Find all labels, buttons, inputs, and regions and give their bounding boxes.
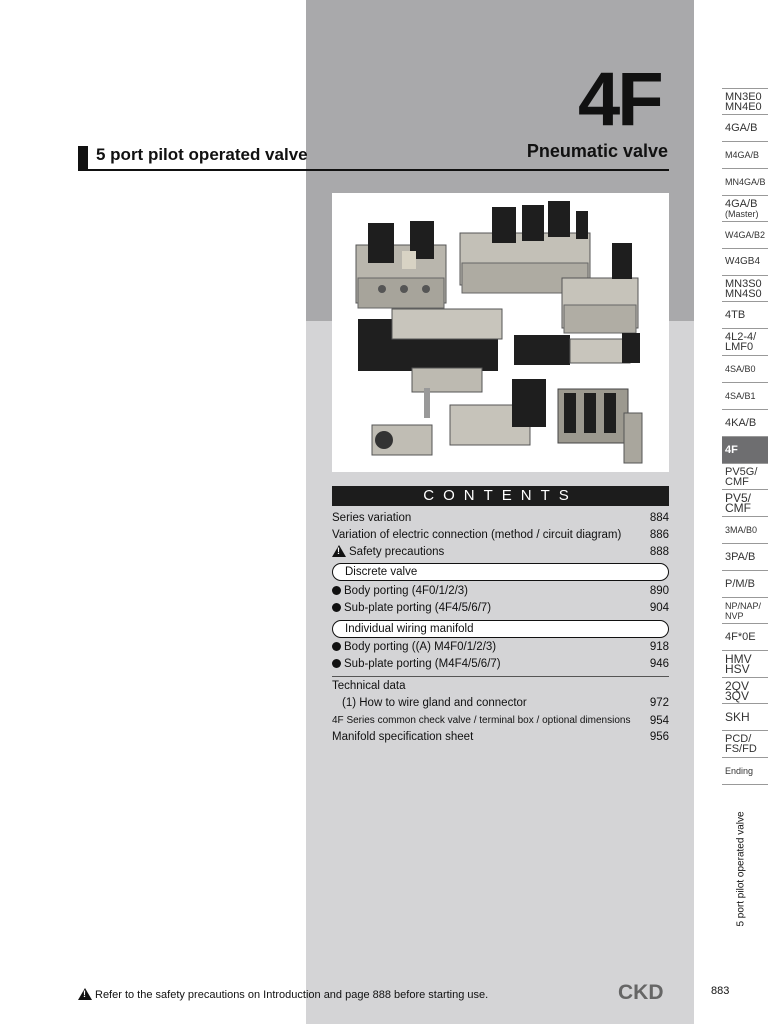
warning-icon [332,545,346,557]
index-tab-4kab[interactable] [722,409,768,437]
bullet-icon [332,603,341,612]
index-tab-w4gab2[interactable] [722,221,768,249]
index-tab-2qv-3qv[interactable] [722,677,768,704]
toc-label: Variation of electric connection (method / circuit diagram) [332,529,622,541]
tab-label: NP/NAP/ [725,600,762,611]
warning-icon [78,988,92,1000]
tab-label: W4GB4 [725,256,761,267]
tab-label: FS/FD [725,743,757,755]
toc-page: 972 [649,697,669,709]
index-tab-4gab[interactable] [722,114,768,142]
tab-label: 2QV [725,678,750,693]
footer-note-text: Refer to the safety precautions on Introduction and page 888 before starting use. [95,989,489,1001]
index-tab-pv5[interactable] [722,489,768,517]
toc-row[interactable] [332,696,669,710]
index-tab-np-nap-nvp[interactable] [722,597,768,624]
tab-label: Ending [725,766,754,776]
technical-data-heading [332,679,669,693]
tab-label: NVP [725,610,744,621]
toc-label: Sub-plate porting (M4F4/5/6/7) [344,658,501,670]
bullet-icon [332,642,341,651]
tab-label: PV5/ [725,491,752,505]
tab-label: HSV [725,662,750,676]
group-label: Individual wiring manifold [345,623,474,635]
toc-row[interactable] [332,545,669,559]
toc-row[interactable] [332,657,669,671]
tab-label: HMV [725,652,752,666]
brand-logo: CKD [618,981,664,1004]
toc-label: Sub-plate porting (4F4/5/6/7) [344,602,492,614]
index-tab-pv5g[interactable] [722,463,768,490]
vertical-section-label [732,808,750,930]
series-index-sidebar [722,89,768,785]
tab-label: 4GA/B [725,122,758,134]
toc-page: 954 [649,715,669,727]
toc-row[interactable] [332,584,669,598]
toc-row[interactable] [332,528,669,542]
tab-label: 4F*0E [725,631,756,643]
series-code: 4F [578,57,661,142]
tab-label: PV5G/ [725,465,758,478]
index-tab-skh[interactable] [722,703,768,731]
toc-page: 886 [649,529,669,541]
tab-label: (Master) [725,208,759,219]
contents-heading: CONTENTS [332,486,669,506]
index-tab-mn3s0[interactable] [722,275,768,302]
tab-label: 4F [725,444,738,456]
page-number: 883 [711,985,730,997]
tab-label: 4KA/B [725,417,757,429]
footer-safety-note [78,988,488,1001]
bullet-icon [332,586,341,595]
tab-label: LMF0 [725,341,754,353]
toc-label: Series variation [332,512,412,524]
tab-label: MN4S0 [725,287,762,300]
tab-label: MN4GA/B [725,177,766,187]
tab-label: CMF [725,501,751,515]
toc-row[interactable] [332,730,669,744]
index-tab-pcd[interactable] [722,730,768,758]
product-photo [332,193,669,472]
toc-row[interactable] [332,640,669,654]
toc-page: 890 [649,585,669,597]
index-tab-4sab1[interactable] [722,382,768,410]
section-heading: Technical data [332,680,406,692]
index-tab-3mab0[interactable] [722,516,768,544]
toc-label: Manifold specification sheet [332,731,474,743]
tab-label: CMF [725,475,749,488]
tab-label: W4GA/B2 [725,230,766,240]
tab-label: 4TB [725,309,746,321]
section-divider [332,676,669,677]
index-tab-4sab0[interactable] [722,355,768,383]
tab-label: 4SA/B1 [725,391,756,401]
toc-row[interactable] [332,714,669,728]
index-tab-3pab[interactable] [722,543,768,571]
index-tab-ending[interactable] [722,757,768,785]
tab-label: MN4E0 [725,100,762,113]
index-tab-m4gab[interactable] [722,141,768,169]
index-tab-w4gb4[interactable] [722,248,768,276]
tab-label: P/M/B [725,578,755,590]
vertical-label-text: 5 port pilot operated valve [735,811,747,927]
group-label: Discrete valve [345,566,418,578]
bullet-icon [332,659,341,668]
tab-label: 3QV [725,688,750,703]
toc-page: 888 [649,546,669,558]
index-tab-4f0e[interactable] [722,623,768,651]
valves-illustration [332,193,669,472]
tab-label: 3MA/B0 [725,525,758,535]
index-tab-4f[interactable] [722,436,768,464]
group-individual-wiring-manifold [332,620,669,638]
toc-row[interactable] [332,601,669,615]
title-divider [78,169,669,171]
toc-label: (1) How to wire gland and connector [342,697,527,709]
tab-label: 4GA/B [725,197,758,210]
index-tab-pmb[interactable] [722,570,768,598]
tab-label: MN3S0 [725,277,762,290]
index-tab-mn4gab[interactable] [722,168,768,196]
category-title: Pneumatic valve [526,141,668,161]
tab-label: M4GA/B [725,150,760,160]
tab-label: 4L2-4/ [725,331,757,343]
page-title: 5 port pilot operated valve [96,145,308,164]
toc-page: 884 [649,512,669,524]
toc-label: Body porting (4F0/1/2/3) [344,585,469,597]
toc-page: 904 [649,602,669,614]
tab-label: MN3E0 [725,90,762,103]
index-tab-mn3e0[interactable] [722,88,768,115]
title-marker [78,146,88,170]
tab-label: SKH [725,710,750,724]
toc-page: 956 [649,731,669,743]
group-discrete-valve [332,563,669,581]
toc-label: Body porting ((A) M4F0/1/2/3) [344,641,497,653]
toc-row[interactable] [332,511,669,525]
tab-label: 3PA/B [725,551,756,563]
index-tab-4gab-master[interactable] [722,195,768,222]
toc-label: 4F Series common check valve / terminal box / optional dimensions [332,715,631,726]
tab-label: 4SA/B0 [725,364,756,374]
toc-page: 918 [649,641,669,653]
index-tab-hmv-hsv[interactable] [722,650,768,678]
index-tab-4l2-4[interactable] [722,328,768,356]
tab-label: PCD/ [725,733,752,745]
toc-label: Safety precautions [349,546,445,558]
toc-page: 946 [649,658,669,670]
index-tab-4tb[interactable] [722,301,768,329]
